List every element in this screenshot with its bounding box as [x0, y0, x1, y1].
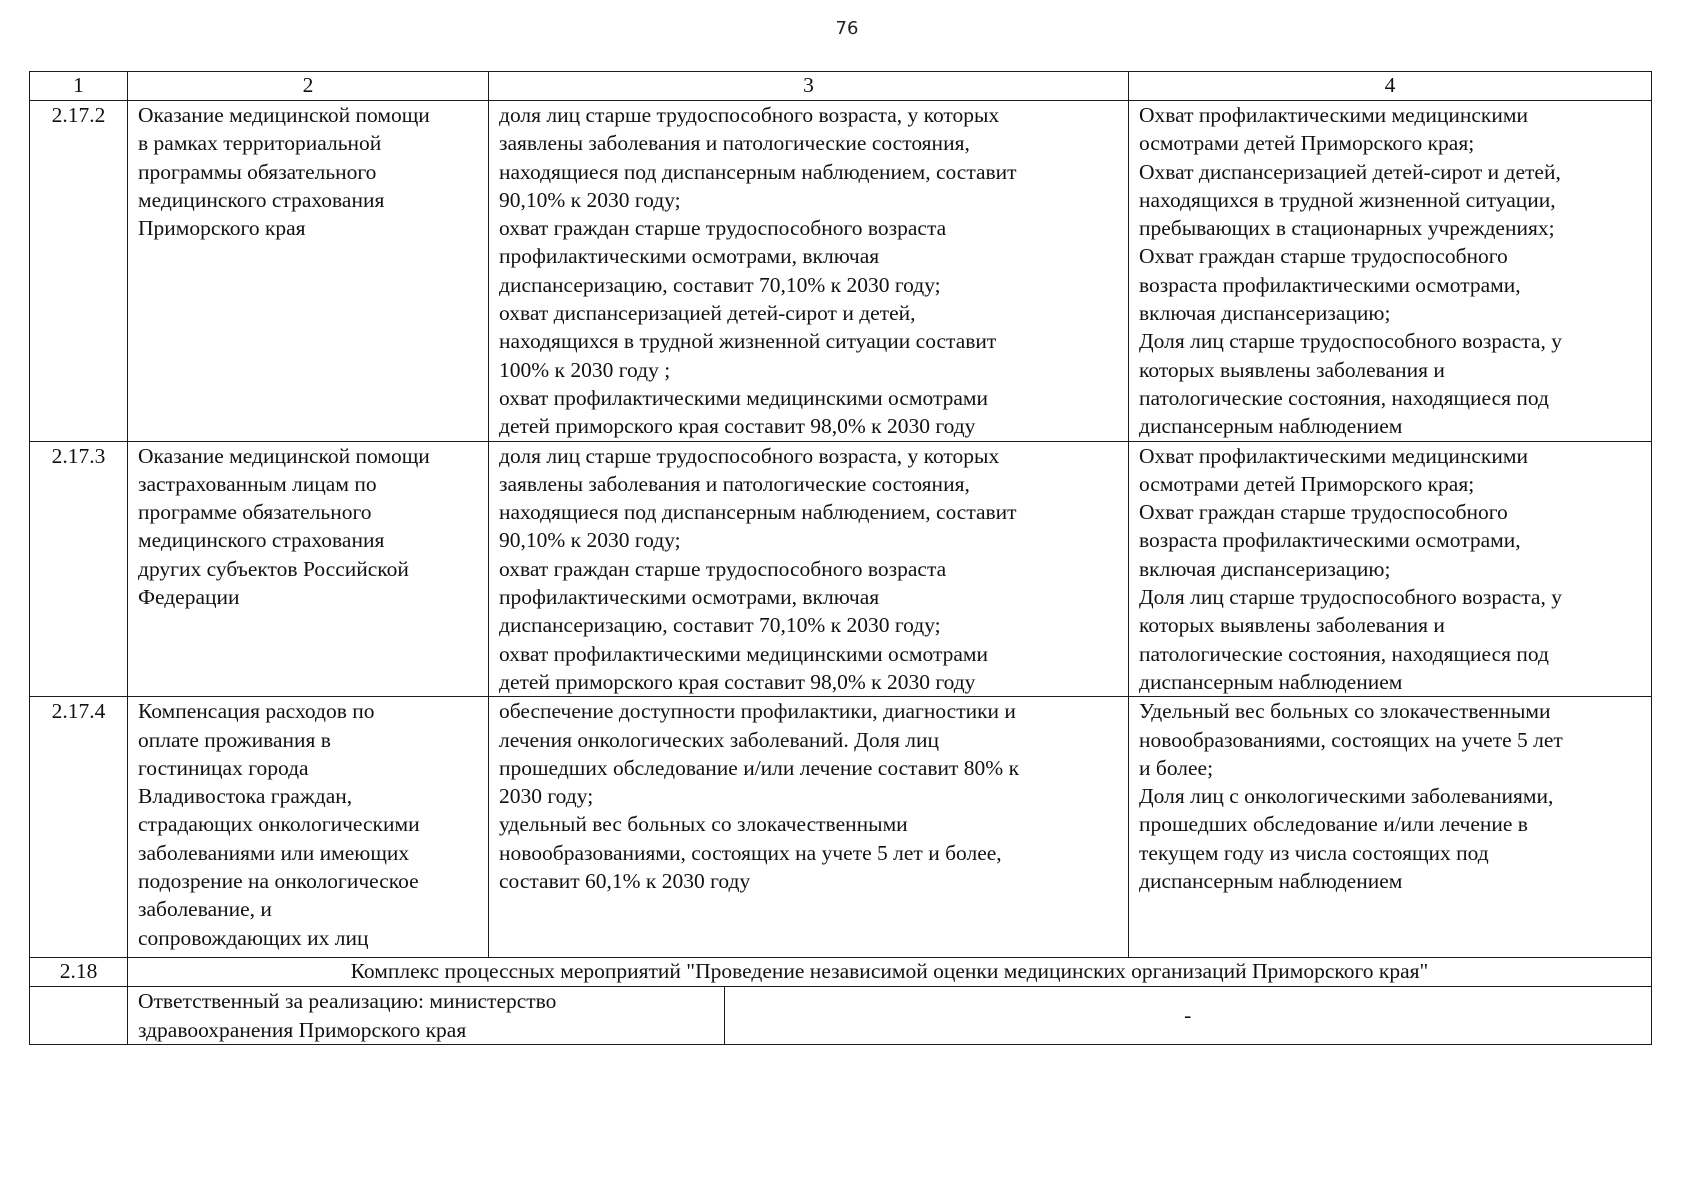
empty-number-cell — [30, 987, 128, 1045]
measure-name-line: Приморского края — [138, 216, 306, 241]
table-row — [30, 441, 1652, 697]
indicator-line: патологические состояния, находящиеся под — [1139, 385, 1550, 410]
responsible-row — [30, 987, 1652, 1045]
header-cell-1: 1 — [30, 72, 128, 101]
result-line: доля лиц старше трудоспособного возраста, у которых — [499, 443, 1000, 468]
expected-result-cell — [489, 101, 1129, 442]
result-line: заявлены заболевания и патологические состояния, — [499, 131, 970, 156]
result-line: охват профилактическими медицинскими осмотрами — [499, 385, 989, 410]
indicators-cell — [1129, 101, 1652, 442]
result-line: доля лиц старше трудоспособного возраста, у которых — [499, 103, 1000, 127]
measure-name-line: подозрение на онкологическое — [138, 869, 419, 894]
indicator-line: Охват граждан старше трудоспособного — [1139, 244, 1508, 269]
indicator-line: и более; — [1139, 755, 1214, 780]
result-line: 2030 году; — [499, 784, 594, 809]
result-line: охват граждан старше трудоспособного возраста — [499, 216, 947, 241]
measures-table — [29, 71, 1652, 1045]
indicator-line: которых выявлены заболевания и — [1139, 357, 1445, 382]
responsible-line: Ответственный за реализацию: министерство — [138, 989, 557, 1014]
indicators-cell — [1129, 697, 1652, 958]
measure-name-line: заболевание, и — [138, 897, 272, 922]
result-line: диспансеризацию, составит 70,10% к 2030 году; — [499, 272, 941, 297]
indicator-line: возраста профилактическими осмотрами, — [1139, 528, 1521, 553]
measure-name-line: Компенсация расходов по — [138, 699, 375, 724]
header-cell-3: 3 — [489, 72, 1129, 101]
indicator-line: Удельный вес больных со злокачественными — [1139, 699, 1551, 724]
indicator-line: текущем году из числа состоящих под — [1139, 840, 1489, 865]
result-line: диспансеризацию, составит 70,10% к 2030 году; — [499, 613, 941, 638]
measure-name-line: программе обязательного — [138, 500, 372, 525]
measure-name-line: Федерации — [138, 585, 240, 610]
result-line: детей приморского края составит 98,0% к 2030 году — [499, 414, 976, 439]
indicator-line: осмотрами детей Приморского края; — [1139, 471, 1475, 496]
result-line: удельный вес больных со злокачественными — [499, 812, 908, 837]
indicator-line: Доля лиц старше трудоспособного возраста, у — [1139, 329, 1562, 354]
indicator-line: находящихся в трудной жизненной ситуации, — [1139, 187, 1556, 212]
expected-result-cell — [489, 441, 1129, 697]
result-line: охват диспансеризацией детей-сирот и детей, — [499, 301, 916, 326]
expected-result-cell — [489, 697, 1129, 958]
indicator-line: диспансерным наблюдением — [1139, 669, 1403, 694]
measure-name-line: Оказание медицинской помощи — [138, 103, 430, 127]
header-cell-2: 2 — [128, 72, 489, 101]
result-line: детей приморского края составит 98,0% к 2030 году — [499, 669, 976, 694]
responsible-inner-table — [128, 987, 1651, 1044]
measure-name-cell — [128, 697, 489, 958]
measure-name-line: медицинского страхования — [138, 187, 385, 212]
measure-name-line: сопровождающих их лиц — [138, 925, 369, 950]
section-title: Комплекс процессных мероприятий "Проведение независимой оценки медицинских организаций Приморского края" — [128, 958, 1652, 987]
indicator-line: диспансерным наблюдением — [1139, 414, 1403, 439]
measure-name-line: Оказание медицинской помощи — [138, 443, 430, 468]
measure-name-line: в рамках территориальной — [138, 131, 382, 156]
table-row — [30, 101, 1652, 442]
measure-name-line: программы обязательного — [138, 159, 377, 184]
indicator-line: возраста профилактическими осмотрами, — [1139, 272, 1521, 297]
header-cell-4: 4 — [1129, 72, 1652, 101]
section-number: 2.18 — [30, 958, 128, 987]
result-line: охват профилактическими медицинскими осмотрами — [499, 641, 989, 666]
indicator-line: Доля лиц старше трудоспособного возраста, у — [1139, 585, 1562, 610]
result-line: 100% к 2030 году ; — [499, 357, 671, 382]
responsible-container — [128, 987, 1652, 1045]
indicator-line: патологические состояния, находящиеся под — [1139, 641, 1550, 666]
result-line: находящихся в трудной жизненной ситуации составит — [499, 329, 997, 354]
result-line: 90,10% к 2030 году; — [499, 187, 681, 212]
indicator-line: Охват профилактическими медицинскими — [1139, 443, 1528, 468]
row-number: 2.17.3 — [30, 441, 128, 697]
indicator-line: Охват диспансеризацией детей-сирот и детей, — [1139, 159, 1561, 184]
section-row — [30, 958, 1652, 987]
measure-name-line: заболеваниями или имеющих — [138, 840, 410, 865]
result-line: новообразованиями, состоящих на учете 5 лет и более, — [499, 840, 1002, 865]
result-line: охват граждан старше трудоспособного возраста — [499, 556, 947, 581]
indicator-line: диспансерным наблюдением — [1139, 869, 1403, 894]
measure-name-line: оплате проживания в — [138, 727, 331, 752]
row-number: 2.17.4 — [30, 697, 128, 958]
result-line: находящиеся под диспансерным наблюдением, составит — [499, 500, 1017, 525]
indicator-line: Охват граждан старше трудоспособного — [1139, 500, 1508, 525]
measure-name-cell — [128, 101, 489, 442]
result-line: профилактическими осмотрами, включая — [499, 585, 880, 610]
indicator-line: новообразованиями, состоящих на учете 5 лет — [1139, 727, 1563, 752]
measure-name-line: гостиницах города — [138, 755, 309, 780]
measure-name-line: медицинского страхования — [138, 528, 385, 553]
table-row — [30, 697, 1652, 958]
indicator-line: Охват профилактическими медицинскими — [1139, 103, 1528, 127]
indicator-line: которых выявлены заболевания и — [1139, 613, 1445, 638]
indicator-line: Доля лиц с онкологическими заболеваниями, — [1139, 784, 1554, 809]
row-number: 2.17.2 — [30, 101, 128, 442]
result-line: заявлены заболевания и патологические состояния, — [499, 471, 970, 496]
measure-name-line: застрахованным лицам по — [138, 471, 377, 496]
result-line: лечения онкологических заболеваний. Доля лиц — [499, 727, 940, 752]
responsible-cell — [128, 987, 724, 1044]
result-line: обеспечение доступности профилактики, диагностики и — [499, 699, 1016, 724]
responsible-line: здравоохранения Приморского края — [138, 1017, 467, 1042]
header-row — [30, 72, 1652, 101]
measure-name-cell — [128, 441, 489, 697]
result-line: находящиеся под диспансерным наблюдением, составит — [499, 159, 1017, 184]
measure-name-line: страдающих онкологическими — [138, 812, 420, 837]
indicators-cell — [1129, 441, 1652, 697]
result-line: составит 60,1% к 2030 году — [499, 869, 751, 894]
indicator-line: включая диспансеризацию; — [1139, 301, 1391, 326]
page-number: 76 — [835, 18, 859, 39]
indicator-line: пребывающих в стационарных учреждениях; — [1139, 216, 1555, 241]
indicator-line: прошедших обследование и/или лечение в — [1139, 812, 1528, 837]
measure-name-line: Владивостока граждан, — [138, 784, 353, 809]
indicator-line: осмотрами детей Приморского края; — [1139, 131, 1475, 156]
dash-cell: - — [724, 987, 1651, 1044]
result-line: 90,10% к 2030 году; — [499, 528, 681, 553]
measure-name-line: других субъектов Российской — [138, 556, 409, 581]
result-line: профилактическими осмотрами, включая — [499, 244, 880, 269]
indicator-line: включая диспансеризацию; — [1139, 556, 1391, 581]
result-line: прошедших обследование и/или лечение составит 80% к — [499, 755, 1020, 780]
